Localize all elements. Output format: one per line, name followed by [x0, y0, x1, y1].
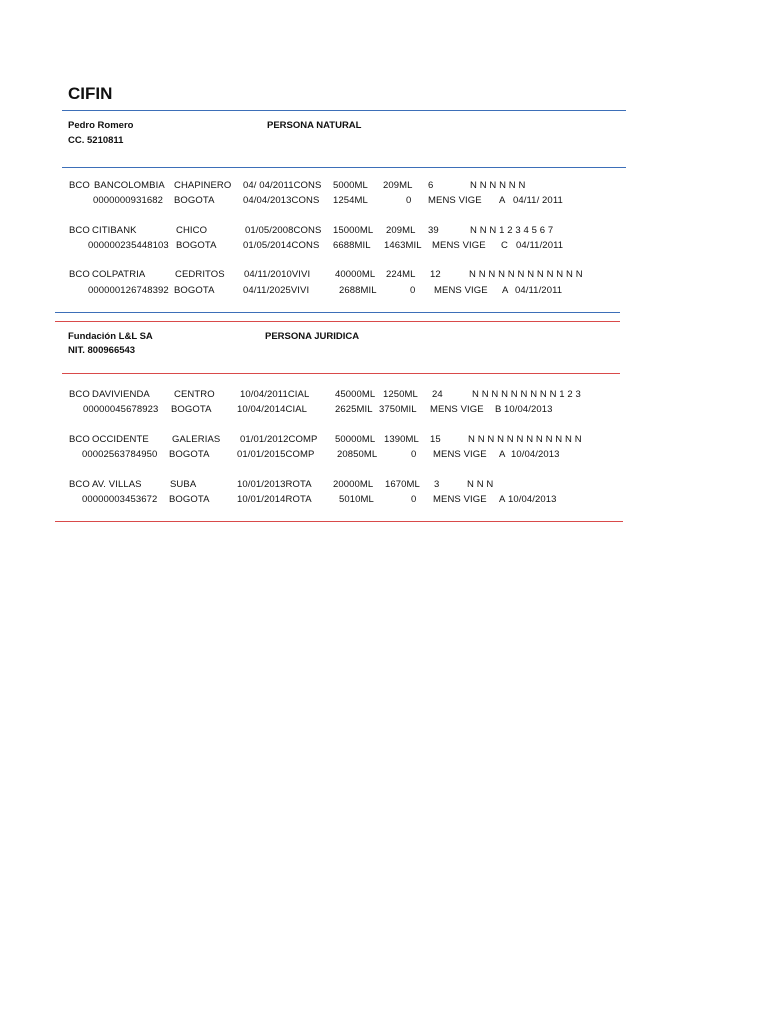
cell: BCO	[69, 225, 90, 236]
cell: 224ML	[386, 269, 416, 280]
cell: 000000126748392	[88, 285, 169, 296]
cell: BOGOTA	[169, 494, 210, 505]
cell: 04/11/2025VIVI	[243, 285, 310, 296]
cell: 00002563784950	[82, 449, 158, 460]
cell: N N N N N N	[470, 180, 526, 191]
cell: 1250ML	[383, 389, 418, 400]
cell: BCO	[69, 434, 90, 445]
cell: 39	[428, 225, 439, 236]
cell: 1254ML	[333, 195, 368, 206]
cell: 15	[430, 434, 441, 445]
cell: 0	[411, 449, 417, 460]
divider	[62, 110, 626, 111]
cell: 1463MIL	[384, 240, 422, 251]
person-name: Pedro Romero	[68, 120, 134, 131]
cell: 10/04/2013	[511, 449, 560, 460]
cell: MENS VIGE	[428, 195, 482, 206]
cell: C	[501, 240, 508, 251]
cell: 04/11/2011	[516, 240, 564, 251]
cell: 04/11/ 2011	[513, 195, 563, 206]
cell: 5010ML	[339, 494, 374, 505]
cell: BCO	[69, 389, 90, 400]
cell: A	[499, 195, 506, 206]
cell: N N N N N N N N N N N N	[469, 269, 583, 280]
cell: 0	[406, 195, 412, 206]
cell: MENS VIGE	[434, 285, 488, 296]
cell: A	[499, 494, 506, 505]
cell: A	[499, 449, 506, 460]
cell: N N N N N N N N N 1 2 3	[472, 389, 581, 400]
cell: 04/ 04/2011CONS	[243, 180, 322, 191]
cell: MENS VIGE	[430, 404, 484, 415]
cell: 2625MIL	[335, 404, 373, 415]
cell: CITIBANK	[92, 225, 137, 236]
cell: 01/01/2012COMP	[240, 434, 318, 445]
cell: BCO	[69, 180, 90, 191]
cell: 0000000931682	[93, 195, 163, 206]
cell: 01/01/2015COMP	[237, 449, 315, 460]
cell: 04/11/2011	[515, 285, 563, 296]
cell: B	[495, 404, 502, 415]
cell: AV. VILLAS	[92, 479, 142, 490]
cell: MENS VIGE	[433, 449, 487, 460]
cell: 1390ML	[384, 434, 419, 445]
divider	[62, 373, 620, 374]
cell: 40000ML	[335, 269, 376, 280]
cell: 0	[410, 285, 416, 296]
cell: 10/04/2013	[504, 404, 553, 415]
cell: BCO	[69, 269, 90, 280]
cell: 3750MIL	[379, 404, 417, 415]
cell: N N N	[467, 479, 494, 490]
divider	[55, 312, 620, 313]
cell: 10/04/2011CIAL	[240, 389, 310, 400]
cell: BOGOTA	[174, 285, 215, 296]
cell: 1670ML	[385, 479, 420, 490]
cell: CHAPINERO	[174, 180, 232, 191]
cell: OCCIDENTE	[92, 434, 149, 445]
divider	[62, 167, 626, 168]
person-id: NIT. 800966543	[68, 345, 136, 356]
cell: 209ML	[383, 180, 413, 191]
cell: DAVIVIENDA	[92, 389, 150, 400]
divider	[55, 521, 623, 522]
cell: BOGOTA	[176, 240, 217, 251]
person-type: PERSONA JURIDICA	[265, 331, 360, 342]
cell: 20850ML	[337, 449, 378, 460]
cell: 04/04/2013CONS	[243, 195, 320, 206]
cell: 000000235448103	[88, 240, 169, 251]
cell: 20000ML	[333, 479, 374, 490]
cell: MENS VIGE	[433, 494, 487, 505]
cell: 10/04/2014CIAL	[237, 404, 308, 415]
cell: BOGOTA	[169, 449, 210, 460]
cell: BANCOLOMBIA	[94, 180, 165, 191]
cell: BOGOTA	[171, 404, 212, 415]
cell: 24	[432, 389, 443, 400]
cell: 0	[411, 494, 417, 505]
cell: BOGOTA	[174, 195, 215, 206]
document-title: CIFIN	[68, 84, 113, 103]
cell: 5000ML	[333, 180, 368, 191]
cell: 45000ML	[335, 389, 376, 400]
cell: 01/05/2008CONS	[245, 225, 322, 236]
person-id: CC. 5210811	[68, 135, 124, 146]
cell: 2688MIL	[339, 285, 377, 296]
cell: 6	[428, 180, 434, 191]
cell: 10/01/2013ROTA	[237, 479, 312, 490]
cell: 10/01/2014ROTA	[237, 494, 312, 505]
cell: CHICO	[176, 225, 208, 236]
cell: CENTRO	[174, 389, 215, 400]
cell: 01/05/2014CONS	[243, 240, 320, 251]
cell: N N N N N N N N N N N N	[468, 434, 582, 445]
cell: 00000045678923	[83, 404, 159, 415]
cell: 209ML	[386, 225, 416, 236]
cell: GALERIAS	[172, 434, 221, 445]
cell: BCO	[69, 479, 90, 490]
cell: 3	[434, 479, 440, 490]
cell: 15000ML	[333, 225, 374, 236]
cell: MENS VIGE	[432, 240, 486, 251]
cell: N N N 1 2 3 4 5 6 7	[470, 225, 554, 236]
cell: 12	[430, 269, 441, 280]
person-name: Fundación L&L SA	[68, 331, 153, 342]
cell: 50000ML	[335, 434, 376, 445]
cell: CEDRITOS	[175, 269, 225, 280]
cell: A	[502, 285, 509, 296]
divider	[55, 321, 620, 322]
cell: 04/11/2010VIVI	[244, 269, 311, 280]
cell: 6688MIL	[333, 240, 371, 251]
cell: COLPATRIA	[92, 269, 146, 280]
cell: 10/04/2013	[508, 494, 557, 505]
cell: 00000003453672	[82, 494, 158, 505]
person-type: PERSONA NATURAL	[267, 120, 362, 131]
cell: SUBA	[170, 479, 197, 490]
